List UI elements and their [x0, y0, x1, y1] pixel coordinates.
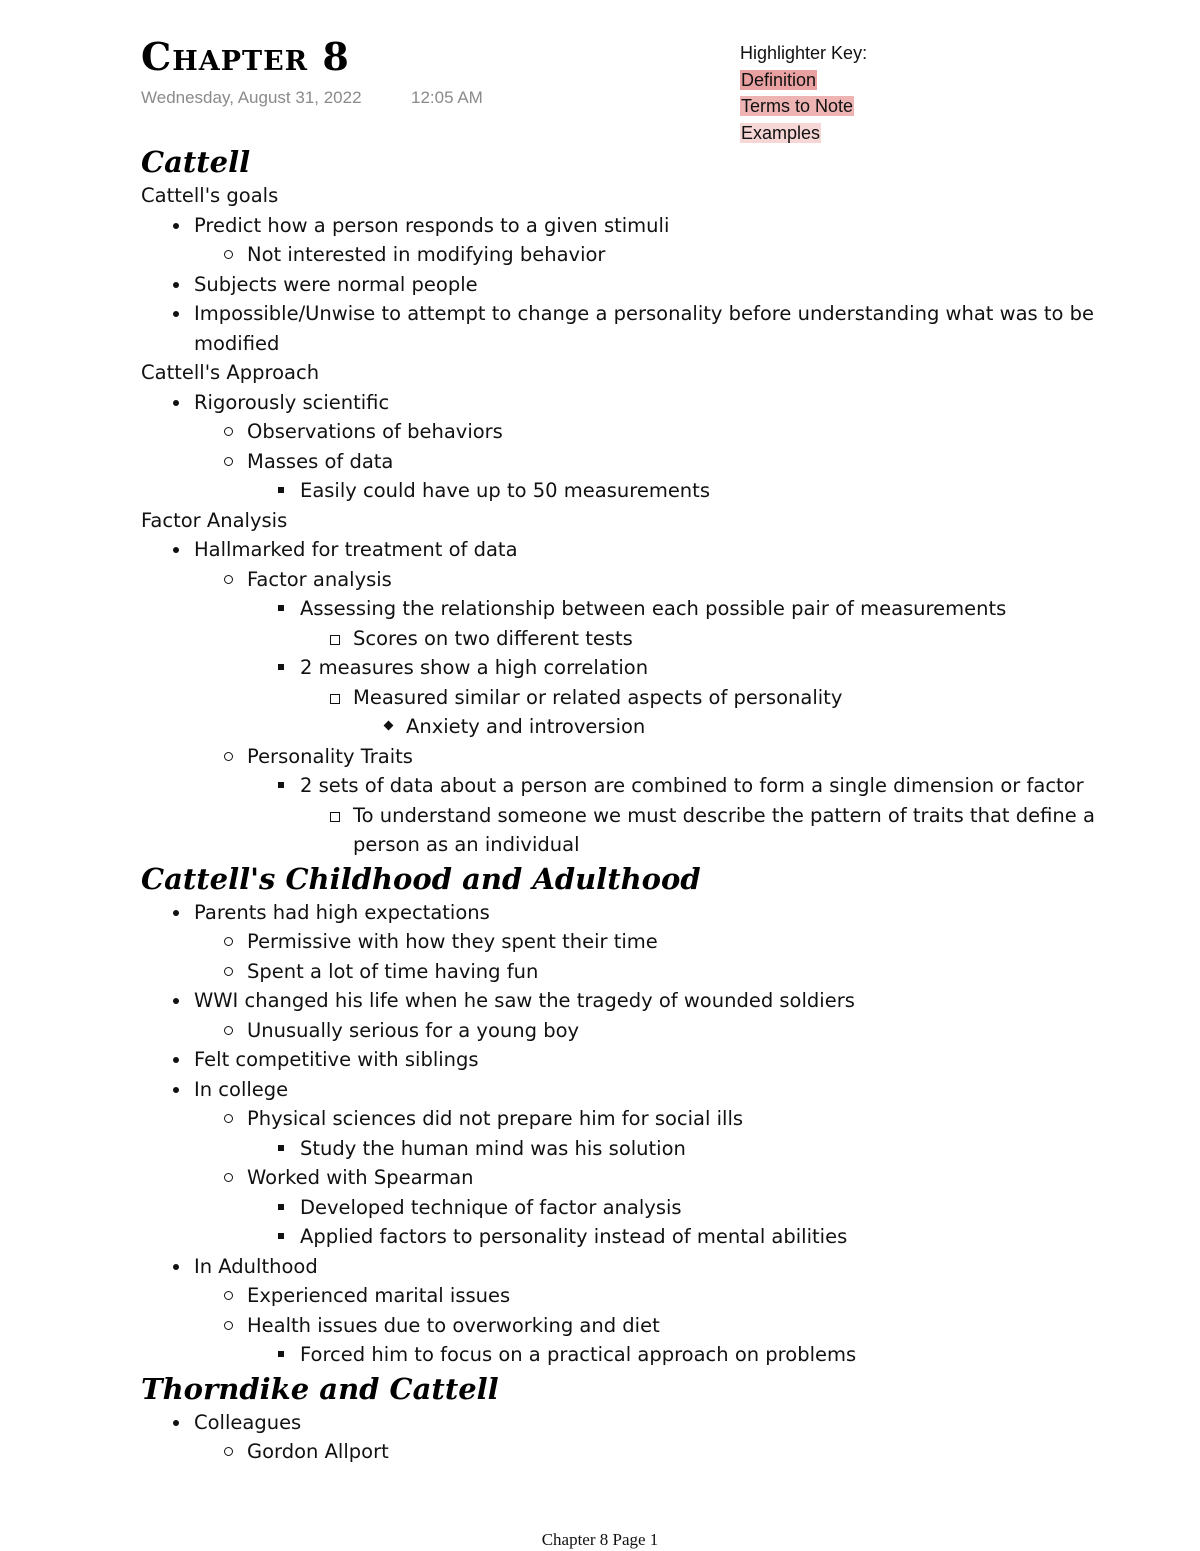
highlighter-key — [740, 40, 867, 146]
line-text: Cattell's Approach — [141, 361, 320, 384]
page-time: 12:05 AM — [411, 88, 483, 107]
line-text: 2 sets of data about a person are combined to form a single dimension or factor — [300, 774, 1084, 797]
line-text: Physical sciences did not prepare him for social ills — [247, 1107, 744, 1130]
list-item — [141, 594, 1171, 624]
line-text: Measured similar or related aspects of personality — [353, 685, 843, 709]
list-item — [141, 388, 1171, 418]
list-item — [141, 299, 1171, 329]
line-text: Worked with Spearman — [247, 1166, 474, 1189]
line-text: Hallmarked for treatment of data — [194, 538, 518, 561]
list-item — [141, 712, 1171, 742]
line-text: Cattell's goals — [141, 184, 279, 207]
line-text: Easily could have up to 50 measurements — [300, 479, 710, 502]
line-text: Developed technique of factor analysis — [300, 1195, 682, 1219]
list-item — [141, 565, 1171, 595]
section-heading — [141, 143, 1171, 181]
line-text: To understand someone we must describe the pattern of traits that define a — [353, 803, 1095, 827]
section-subheading — [141, 358, 1171, 388]
list-item — [141, 1045, 1171, 1075]
list-item — [141, 771, 1171, 801]
key-definition: Definition — [741, 69, 817, 90]
line-text: Experienced marital issues — [247, 1284, 511, 1307]
list-item — [141, 683, 1171, 713]
list-item — [141, 329, 1171, 359]
section-subheading — [141, 181, 1171, 211]
line-text: Felt competitive with siblings — [194, 1048, 479, 1071]
list-item — [141, 1311, 1171, 1341]
line-text: Factor Analysis — [141, 508, 288, 532]
list-item — [141, 1075, 1171, 1105]
line-text: Spent a lot of time having fun — [247, 959, 539, 983]
list-item — [141, 927, 1171, 957]
list-item — [141, 1252, 1171, 1282]
line-text: Health issues due to overworking and diet — [247, 1313, 660, 1337]
list-item — [141, 801, 1171, 831]
list-item — [141, 957, 1171, 987]
line-text: Observations of behaviors — [247, 420, 503, 443]
line-text: Scores on two different tests — [353, 626, 633, 650]
list-item — [141, 535, 1171, 565]
line-text: modified — [194, 331, 280, 355]
line-text: In college — [194, 1077, 289, 1101]
line-text: Cattell's Childhood and Adulthood — [141, 861, 701, 896]
list-item — [141, 270, 1171, 300]
list-item — [141, 653, 1171, 683]
line-text: Permissive with how they spent their time — [247, 930, 658, 953]
list-item — [141, 476, 1171, 506]
line-text: Impossible/Unwise to attempt to change a personality before understanding what was to be — [194, 302, 1095, 325]
list-item — [141, 1408, 1171, 1438]
list-item — [141, 240, 1171, 270]
line-text: Colleagues — [194, 1410, 302, 1434]
line-text: Subjects were normal people — [194, 272, 478, 296]
list-item — [141, 1340, 1171, 1370]
notes-content — [141, 143, 1171, 1467]
line-text: Factor analysis — [247, 567, 392, 591]
page-footer: Chapter 8 Page 1 — [541, 1530, 659, 1549]
line-text: Rigorously scientific — [194, 390, 390, 414]
highlighter-key-label: Highlighter Key: — [740, 43, 868, 63]
list-item — [141, 1281, 1171, 1311]
list-item — [141, 211, 1171, 241]
list-item — [141, 1437, 1171, 1467]
line-text: Unusually serious for a young boy — [247, 1018, 580, 1042]
line-text: In Adulthood — [194, 1254, 318, 1278]
list-item — [141, 1193, 1171, 1223]
line-text: Parents had high expectations — [194, 900, 490, 924]
key-terms-to-note: Terms to Note — [741, 96, 854, 116]
line-text: Forced him to focus on a practical approach on problems — [300, 1343, 857, 1366]
list-item — [141, 898, 1171, 928]
list-item — [141, 1134, 1171, 1164]
line-text: person as an individual — [353, 833, 580, 856]
section-heading — [141, 1370, 1171, 1408]
page-date: Wednesday, August 31, 2022 — [141, 88, 362, 107]
line-text: Applied factors to personality instead of mental abilities — [300, 1225, 848, 1248]
line-text: Thorndike and Cattell — [141, 1371, 499, 1406]
list-item — [141, 447, 1171, 477]
line-text: Personality Traits — [247, 744, 413, 768]
line-text: Predict how a person responds to a given stimuli — [194, 213, 670, 237]
list-item — [141, 1163, 1171, 1193]
key-examples: Examples — [741, 122, 821, 143]
list-item — [141, 1016, 1171, 1046]
line-text: Not interested in modifying behavior — [247, 243, 606, 266]
line-text: Masses of data — [247, 449, 394, 473]
line-text: 2 measures show a high correlation — [300, 656, 649, 679]
line-text: Gordon Allport — [247, 1440, 389, 1463]
line-text: Anxiety and introversion — [406, 715, 646, 738]
list-item — [141, 1222, 1171, 1252]
list-item — [141, 1104, 1171, 1134]
list-item — [141, 742, 1171, 772]
page-title: Chapter 8 — [141, 34, 350, 79]
list-item — [141, 986, 1171, 1016]
section-subheading — [141, 506, 1171, 536]
list-item — [141, 830, 1171, 860]
list-item — [141, 417, 1171, 447]
section-heading — [141, 860, 1171, 898]
line-text: Study the human mind was his solution — [300, 1136, 686, 1160]
list-item — [141, 624, 1171, 654]
line-text: WWI changed his life when he saw the tragedy of wounded soldiers — [194, 989, 855, 1012]
line-text: Assessing the relationship between each possible pair of measurements — [300, 597, 1007, 620]
line-text: Cattell — [141, 145, 251, 179]
